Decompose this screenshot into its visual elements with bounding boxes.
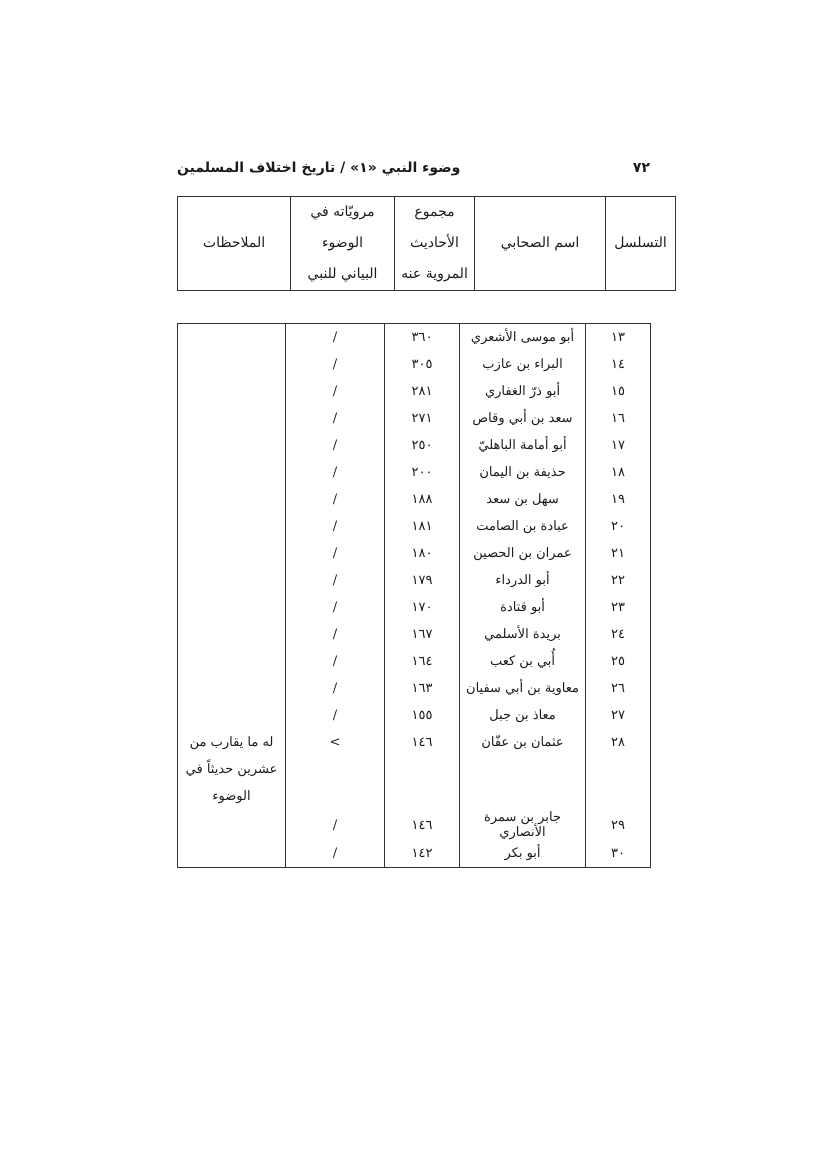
serial-cell: ١٧ (586, 432, 651, 459)
table-row (178, 648, 651, 675)
note-line: عشرين حديثاً في (185, 762, 278, 777)
header-notes: الملاحظات (178, 197, 291, 291)
notes-cell (178, 351, 286, 378)
hadith-count-cell: ١٦٣ (385, 675, 460, 702)
wudu-mark-cell: / (286, 621, 385, 648)
companion-name-cell: أبو موسى الأشعري (460, 324, 586, 352)
serial-cell: ٢٩ (586, 810, 651, 840)
notes-cell (178, 621, 286, 648)
serial-cell: ٣٠ (586, 840, 651, 868)
hadith-count-cell: ١٤٦ (385, 810, 460, 840)
table-row (178, 840, 651, 868)
wudu-mark-cell: / (286, 459, 385, 486)
hadith-count-cell: ١٧٩ (385, 567, 460, 594)
header-hadith-total (395, 197, 475, 291)
companion-name-cell: معاوية بن أبي سفيان (460, 675, 586, 702)
hadith-count-cell: ١٦٧ (385, 621, 460, 648)
companions-table-body (178, 324, 651, 868)
wudu-mark-cell: / (286, 324, 385, 352)
hadith-count-cell: ١٦٤ (385, 648, 460, 675)
table-row (178, 486, 651, 513)
hadith-count-cell: ٣٦٠ (385, 324, 460, 352)
hadith-count-cell: ١٤٢ (385, 840, 460, 868)
companion-name-cell: سهل بن سعد (460, 486, 586, 513)
hadith-count-cell: ١٥٥ (385, 702, 460, 729)
hadith-count-cell: ٢٥٠ (385, 432, 460, 459)
header-hadith-total-line: الأحاديث (410, 235, 459, 251)
companions-table (177, 323, 651, 868)
serial-cell: ٢٠ (586, 513, 651, 540)
wudu-mark-cell: / (286, 513, 385, 540)
header-companion-name: اسم الصحابي (475, 197, 606, 291)
wudu-mark-cell: > (286, 729, 385, 810)
header-wudu-narrations-line: البياني للنبي (307, 266, 378, 282)
table-row (178, 702, 651, 729)
serial-cell: ١٨ (586, 459, 651, 486)
table-row (178, 459, 651, 486)
wudu-mark-cell: / (286, 405, 385, 432)
header-hadith-total-line: مجموع (414, 204, 455, 220)
wudu-mark-cell: / (286, 432, 385, 459)
table-row (178, 405, 651, 432)
notes-cell (178, 702, 286, 729)
table-row (178, 621, 651, 648)
serial-cell: ٢٧ (586, 702, 651, 729)
hadith-count-cell: ١٨٠ (385, 540, 460, 567)
wudu-mark-cell: / (286, 840, 385, 868)
running-head (177, 156, 650, 180)
notes-cell (178, 567, 286, 594)
serial-cell: ٢١ (586, 540, 651, 567)
notes-cell (178, 729, 286, 810)
table-row (178, 540, 651, 567)
hadith-count-cell: ١٤٦ (385, 729, 460, 810)
companion-name-cell: بريدة الأسلمي (460, 621, 586, 648)
table-row (178, 594, 651, 621)
hadith-count-cell: ٣٠٥ (385, 351, 460, 378)
wudu-mark-cell: / (286, 675, 385, 702)
table-row (178, 378, 651, 405)
page-number: ٧٢ (632, 160, 650, 176)
companion-name-cell: حذيفة بن اليمان (460, 459, 586, 486)
header-wudu-narrations-line: مرويّاته في الوضوء (310, 204, 375, 251)
header-hadith-total-line: المروية عنه (401, 266, 468, 282)
wudu-mark-cell: / (286, 486, 385, 513)
note-line: الوضوء (212, 789, 251, 804)
companion-name-cell: عبادة بن الصامت (460, 513, 586, 540)
notes-cell (178, 486, 286, 513)
header-wudu-narrations (291, 197, 395, 291)
notes-cell (178, 594, 286, 621)
serial-cell: ٢٤ (586, 621, 651, 648)
serial-cell: ٢٦ (586, 675, 651, 702)
table-row (178, 675, 651, 702)
hadith-count-cell: ١٨١ (385, 513, 460, 540)
companion-name-cell: عمران بن الحصين (460, 540, 586, 567)
notes-cell (178, 810, 286, 840)
companion-name-cell: معاذ بن جبل (460, 702, 586, 729)
companion-name-cell: أُبي بن كعب (460, 648, 586, 675)
companion-name-cell: أبو قتادة (460, 594, 586, 621)
table-row (178, 324, 651, 352)
notes-cell (178, 432, 286, 459)
serial-cell: ١٩ (586, 486, 651, 513)
notes-cell (178, 378, 286, 405)
hadith-count-cell: ٢٧١ (385, 405, 460, 432)
wudu-mark-cell: / (286, 351, 385, 378)
companion-name-cell: أبو بكر (460, 840, 586, 868)
column-header-table (177, 196, 676, 291)
serial-cell: ١٦ (586, 405, 651, 432)
notes-cell (178, 675, 286, 702)
serial-cell: ٢٥ (586, 648, 651, 675)
header-row (178, 197, 676, 291)
table-row (178, 729, 651, 810)
companion-name-cell: جابر بن سمرة الأنصاري (460, 810, 586, 840)
wudu-mark-cell: / (286, 648, 385, 675)
hadith-count-cell: ٢٨١ (385, 378, 460, 405)
companion-name-cell: عثمان بن عفّان (460, 729, 586, 810)
wudu-mark-cell: / (286, 540, 385, 567)
notes-cell (178, 840, 286, 868)
wudu-mark-cell: / (286, 702, 385, 729)
wudu-mark-cell: / (286, 567, 385, 594)
companion-name-cell: أبو أمامة الباهليّ (460, 432, 586, 459)
table-row (178, 432, 651, 459)
companion-name-cell: أبو الدرداء (460, 567, 586, 594)
hadith-count-cell: ٢٠٠ (385, 459, 460, 486)
companion-name-cell: سعد بن أبي وقاص (460, 405, 586, 432)
wudu-mark-cell: / (286, 378, 385, 405)
serial-cell: ١٣ (586, 324, 651, 352)
notes-cell (178, 513, 286, 540)
table-row (178, 351, 651, 378)
hadith-count-cell: ١٧٠ (385, 594, 460, 621)
serial-cell: ٢٢ (586, 567, 651, 594)
serial-cell: ٢٨ (586, 729, 651, 810)
table-row (178, 513, 651, 540)
wudu-mark-cell: / (286, 594, 385, 621)
header-serial: التسلسل (606, 197, 676, 291)
notes-cell (178, 459, 286, 486)
hadith-count-cell: ١٨٨ (385, 486, 460, 513)
notes-cell (178, 324, 286, 352)
running-title: وضوء النبي «١» / تاريخ اختلاف المسلمين (177, 160, 461, 176)
table-row (178, 810, 651, 840)
serial-cell: ١٤ (586, 351, 651, 378)
table-row (178, 567, 651, 594)
notes-cell (178, 540, 286, 567)
serial-cell: ١٥ (586, 378, 651, 405)
note-line: له ما يقارب من (189, 735, 274, 750)
notes-cell (178, 405, 286, 432)
companion-name-cell: البراء بن عازب (460, 351, 586, 378)
notes-cell (178, 648, 286, 675)
serial-cell: ٢٣ (586, 594, 651, 621)
companion-name-cell: أبو ذرّ الغفاري (460, 378, 586, 405)
wudu-mark-cell: / (286, 810, 385, 840)
